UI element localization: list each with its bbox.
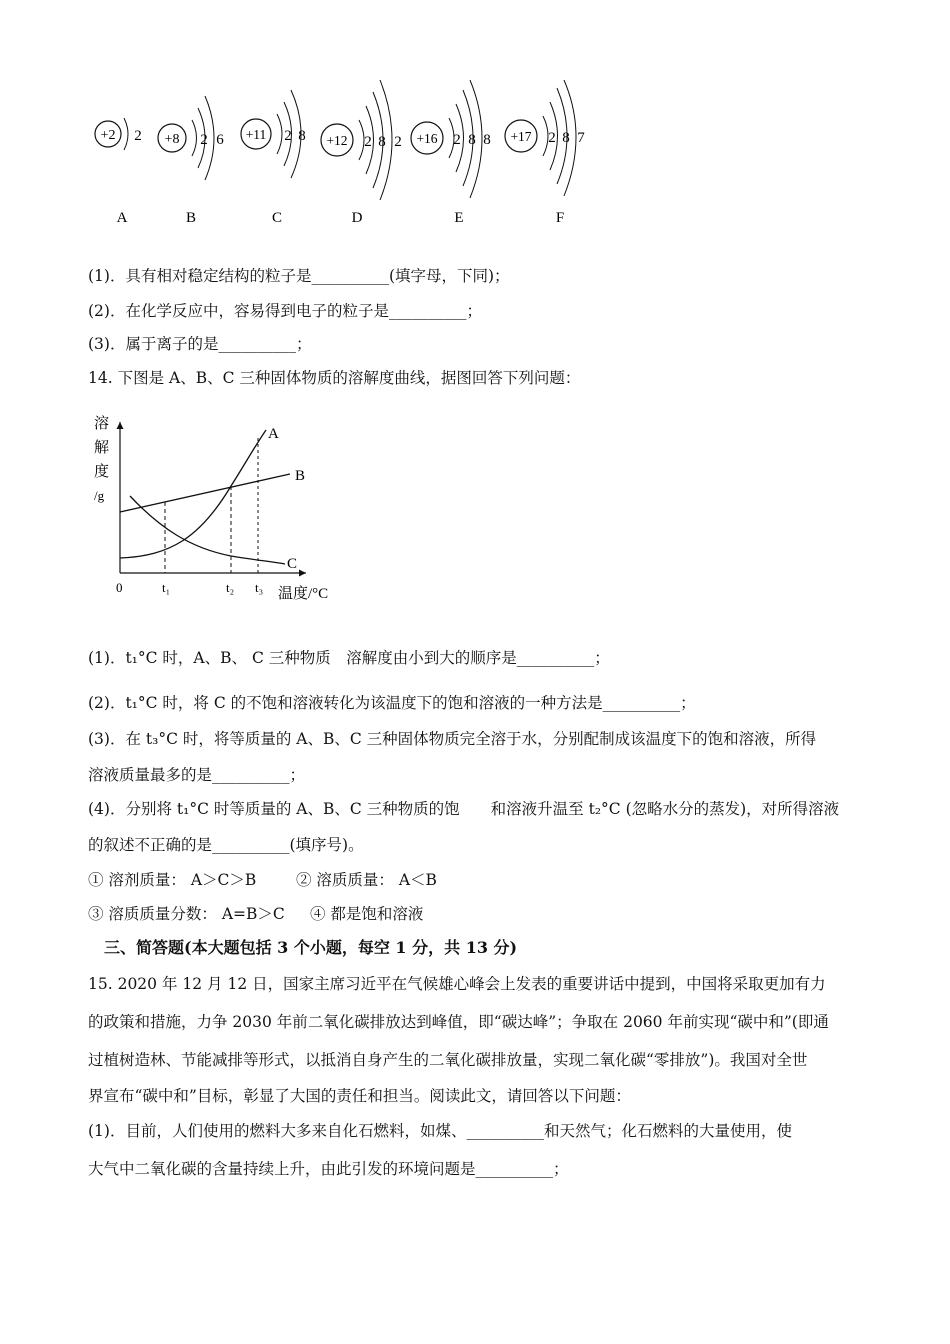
atom-b bbox=[158, 96, 224, 226]
atom-a-letter: A bbox=[116, 210, 128, 226]
q15-line-2: 的政策和措施，力争 2030 年前二氧化碳排放达到峰值，即“碳达峰”；争取在 2060 年前实现“碳中和”(即通 bbox=[88, 1013, 829, 1031]
atom-f-shell-1: 2 bbox=[548, 130, 556, 146]
atom-c bbox=[241, 90, 306, 226]
y-label-char-3: 度 bbox=[94, 464, 110, 480]
q15-line-1: 15. 2020 年 12 月 12 日，国家主席习近平在气候雄心峰会上发表的重要讲话中提到，中国将采取更加有力 bbox=[88, 975, 826, 993]
atom-d-shell-2: 8 bbox=[378, 134, 386, 150]
q14-part-4a: (4)．分别将 t₁°C 时等质量的 A、B、C 三种物质的饱 和溶液升温至 t₂°C (忽略水分的蒸发)，对所得溶液 bbox=[88, 800, 840, 818]
q15-part-1a: (1)．目前，人们使用的燃料大多来自化石燃料，如煤、__________和天然气；化石燃料的大量使用，使 bbox=[88, 1122, 792, 1140]
q14-part-3b: 溶液质量最多的是__________； bbox=[88, 766, 306, 784]
atom-c-shell-2: 8 bbox=[298, 128, 306, 144]
q15-line-3: 过植树造林、节能减排等形式，以抵消自身产生的二氧化碳排放量，实现二氧化碳“零排放”)。我国对全世 bbox=[88, 1051, 808, 1069]
atom-f-shell-3: 7 bbox=[577, 130, 585, 146]
origin-label: 0 bbox=[116, 580, 123, 595]
x-axis-label: 温度/°C bbox=[278, 586, 329, 602]
q14-part-1: (1)．t₁°C 时，A、B、 C 三种物质 溶解度由小到大的顺序是__________； bbox=[88, 649, 610, 667]
atom-c-letter: C bbox=[271, 210, 283, 226]
atom-f-shell-2: 8 bbox=[562, 130, 570, 146]
atom-d-shell-1: 2 bbox=[364, 134, 372, 150]
q14-part-3a: (3)．在 t₃°C 时，将等质量的 A、B、C 三种固体物质完全溶于水，分别配制成该温度下的饱和溶液，所得 bbox=[88, 730, 817, 748]
atom-a-shell-1: 2 bbox=[134, 128, 142, 144]
atom-b-nucleus: +8 bbox=[164, 132, 180, 147]
atom-e-shell-3: 8 bbox=[483, 132, 491, 148]
series-label-c: C bbox=[287, 556, 298, 572]
q15-part-1b: 大气中二氧化碳的含量持续上升，由此引发的环境问题是__________； bbox=[88, 1160, 569, 1178]
atom-e-nucleus: +16 bbox=[416, 131, 438, 146]
q14-option-3: ③ 溶质质量分数： A=B＞C bbox=[88, 905, 285, 923]
atom-d-letter: D bbox=[351, 210, 363, 226]
atom-b-shell-2: 6 bbox=[216, 132, 224, 148]
q13-part-3: (3)．属于离子的是__________； bbox=[88, 335, 312, 353]
q14-option-4: ④ 都是饱和溶液 bbox=[310, 905, 424, 923]
atom-f-letter: F bbox=[555, 210, 565, 226]
atom-f-nucleus: +17 bbox=[510, 129, 532, 144]
x-tick-t2: t₂ bbox=[226, 580, 235, 595]
atom-e-shell-1: 2 bbox=[453, 132, 461, 148]
atom-structure-diagrams bbox=[80, 80, 620, 250]
atom-d bbox=[321, 80, 402, 226]
q14-part-2: (2)．t₁°C 时，将 C 的不饱和溶液转化为该温度下的饱和溶液的一种方法是__________； bbox=[88, 694, 696, 712]
y-label-char-2: 解 bbox=[94, 440, 110, 456]
series-label-b: B bbox=[295, 468, 306, 484]
atom-a-nucleus: +2 bbox=[100, 128, 116, 143]
q13-part-1: (1)．具有相对稳定结构的粒子是__________(填字母，下同)； bbox=[88, 267, 510, 285]
q15-line-4: 界宣布“碳中和”目标，彰显了大国的责任和担当。阅读此文，请回答以下问题： bbox=[88, 1087, 631, 1105]
atom-e-shell-2: 8 bbox=[468, 132, 476, 148]
atom-a bbox=[95, 118, 142, 226]
atom-c-nucleus: +11 bbox=[245, 127, 267, 142]
y-label-char-1: 溶 bbox=[94, 416, 110, 432]
q13-part-2: (2)．在化学反应中，容易得到电子的粒子是__________； bbox=[88, 302, 482, 320]
x-tick-t3: t₃ bbox=[255, 580, 264, 595]
atom-e-letter: E bbox=[454, 210, 464, 226]
atom-e bbox=[411, 80, 491, 226]
solubility-chart bbox=[80, 408, 370, 613]
curve-b bbox=[120, 474, 290, 512]
atom-b-letter: B bbox=[185, 210, 197, 226]
atom-f bbox=[505, 80, 585, 226]
q14-option-2: ② 溶质质量： A＜B bbox=[296, 871, 437, 889]
x-tick-t1: t₁ bbox=[162, 580, 171, 595]
series-label-a: A bbox=[268, 426, 279, 442]
q14-option-1: ① 溶剂质量： A＞C＞B bbox=[88, 871, 257, 889]
section-3-title: 三、简答题(本大题包括 3 个小题，每空 1 分，共 13 分) bbox=[104, 938, 518, 957]
atom-c-shell-1: 2 bbox=[284, 128, 292, 144]
curve-a bbox=[120, 430, 266, 558]
atom-d-nucleus: +12 bbox=[326, 133, 348, 148]
atom-b-shell-1: 2 bbox=[200, 132, 208, 148]
q14-part-4b: 的叙述不正确的是__________(填序号)。 bbox=[88, 836, 364, 854]
y-label-char-4: /g bbox=[94, 488, 105, 503]
atom-d-shell-3: 2 bbox=[394, 134, 402, 150]
q14-intro: 14. 下图是 A、B、C 三种固体物质的溶解度曲线，据图回答下列问题： bbox=[88, 369, 581, 387]
